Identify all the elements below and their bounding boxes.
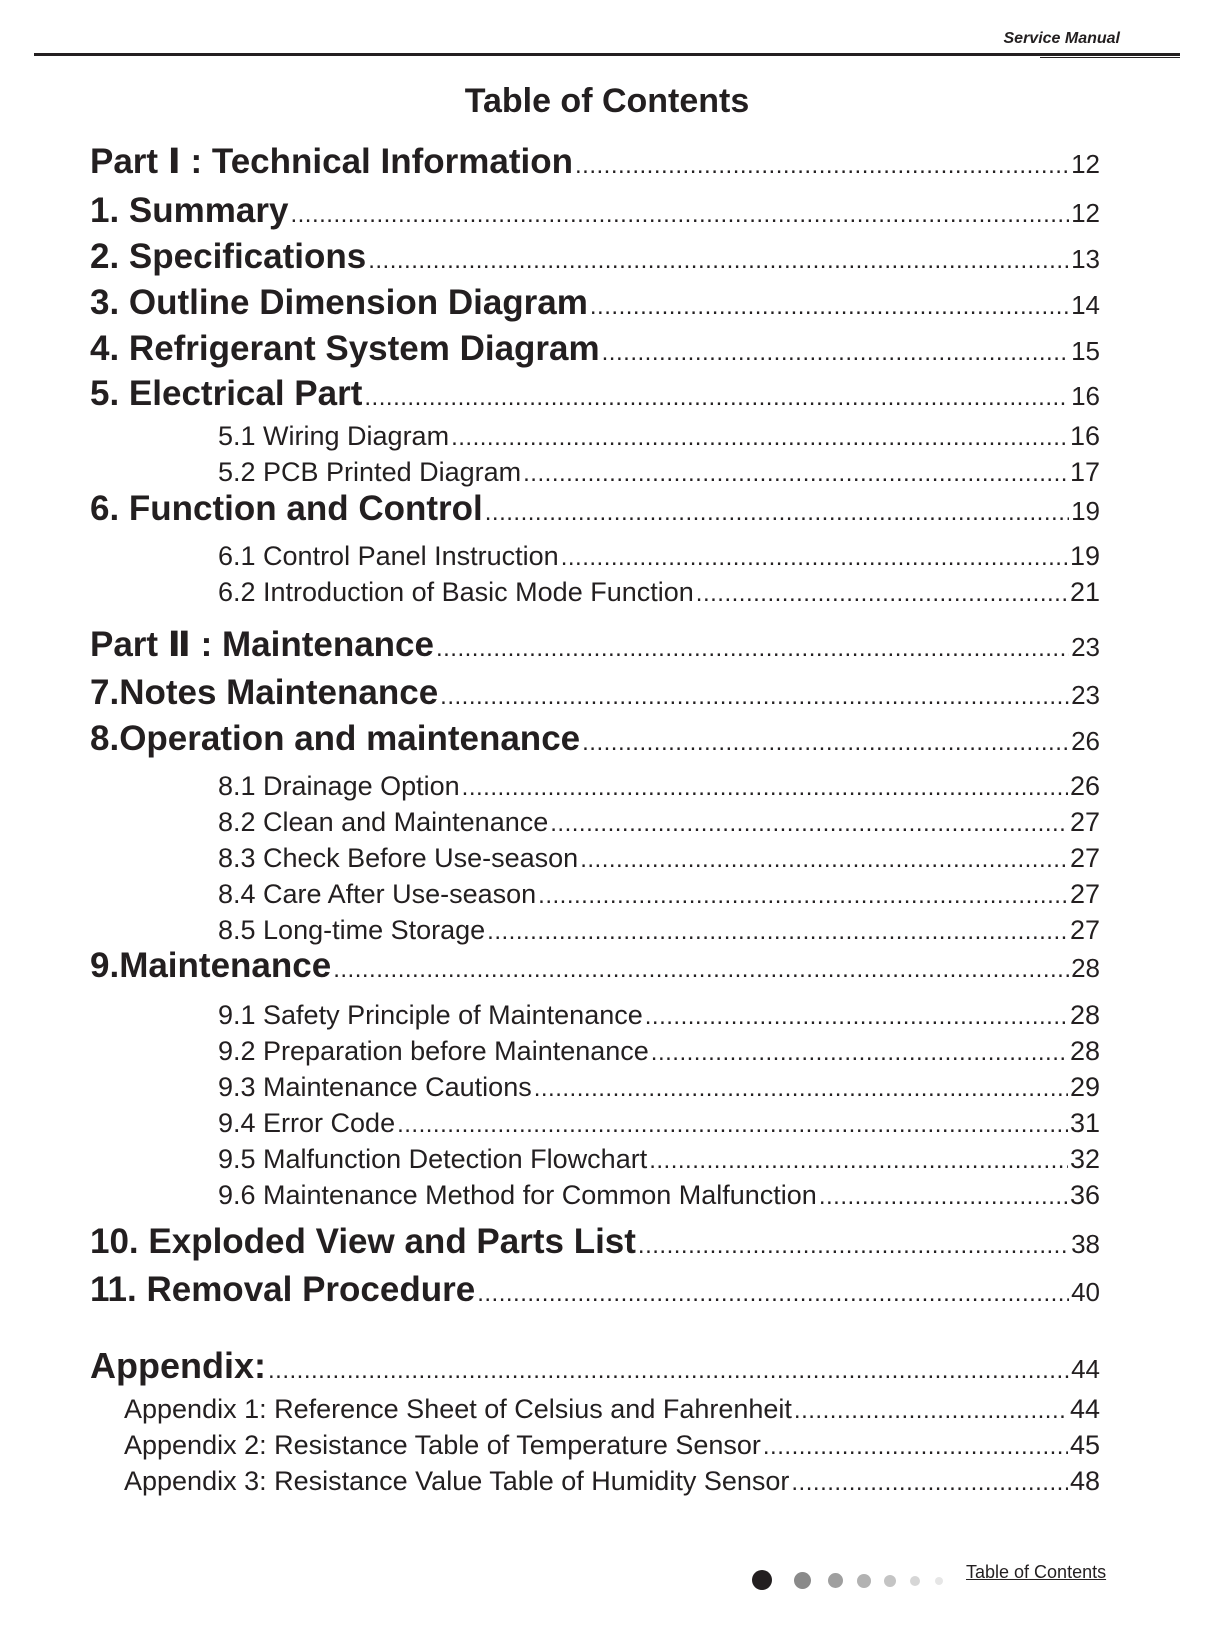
toc-entry-label: 9.4 Error Code [218,1108,396,1138]
toc-entry-page: 16 [1071,381,1100,411]
toc-entry-page: 27 [1069,879,1100,909]
footer-toc-link[interactable]: Table of Contents [966,1562,1107,1582]
toc-entry-page: 28 [1069,1000,1100,1030]
footer-dot-icon [910,1576,920,1586]
dot-leader [523,460,1068,488]
toc-entry-page: 12 [1071,149,1100,179]
toc-entry-page: 36 [1069,1180,1100,1210]
dot-leader [645,1003,1068,1031]
footer-dot-icon [857,1574,871,1588]
toc-entry-appendix-3[interactable] [124,1466,1100,1497]
footer-dot-icon [794,1572,811,1589]
dot-leader [550,810,1068,838]
dot-leader [333,956,1069,984]
dot-leader [575,152,1069,180]
toc-entry-label: 9.6 Maintenance Method for Common Malfunction [218,1180,817,1210]
footer-dot-icon [752,1570,772,1590]
toc-entry-page: 27 [1069,807,1100,837]
toc-entry-page: 45 [1069,1430,1100,1460]
toc-entry-label: 8.2 Clean and Maintenance [218,807,549,837]
toc-entry-page: 40 [1071,1277,1100,1307]
toc-entry-label: 9.3 Maintenance Cautions [218,1072,532,1102]
toc-entry-page: 14 [1071,290,1100,320]
toc-entry-part-2[interactable] [90,625,1100,665]
toc-entry-specifications[interactable] [90,237,1100,277]
dot-leader [638,1232,1069,1260]
toc-entry-maintenance-cautions[interactable] [218,1072,1100,1103]
toc-entry-label: 8.3 Check Before Use-season [218,843,579,873]
toc-entry-part-1[interactable] [90,142,1100,182]
dot-leader [451,424,1068,452]
footer-dot-icon [935,1577,943,1585]
toc-entry-page: 12 [1071,198,1100,228]
toc-entry-page: 48 [1069,1466,1100,1496]
toc-entry-outline-dimension-diagram[interactable] [90,283,1100,323]
dot-leader [602,339,1069,367]
toc-entry-page: 13 [1071,244,1100,274]
dot-leader [538,882,1068,910]
dot-leader [397,1111,1068,1139]
toc-entry-label: 2. Specifications [90,237,367,276]
toc-entry-label: 8.1 Drainage Option [218,771,460,801]
dot-leader [763,1433,1068,1461]
toc-entry-notes-maintenance[interactable] [90,673,1100,713]
toc-entry-label: 4. Refrigerant System Diagram [90,329,600,368]
dot-leader [368,247,1069,275]
toc-entry-long-time-storage[interactable] [218,915,1100,946]
toc-entry-label: Part Ⅱ : Maintenance [90,625,434,664]
toc-entry-appendix-2[interactable] [124,1430,1100,1461]
toc-entry-label: 6.1 Control Panel Instruction [218,541,559,571]
toc-entry-label: Appendix 3: Resistance Value Table of Humidity Sensor [124,1466,790,1496]
toc-entry-maintenance[interactable] [90,946,1100,986]
dot-leader [440,683,1069,711]
toc-entry-label: 7.Notes Maintenance [90,673,439,712]
toc-entry-function-and-control[interactable] [90,489,1100,529]
toc-entry-page: 26 [1069,771,1100,801]
dot-leader [487,918,1068,946]
toc-entry-control-panel-instruction[interactable] [218,541,1100,572]
toc-entry-label: 5. Electrical Part [90,374,363,413]
header-label: Service Manual [1003,30,1120,47]
toc-entry-page: 27 [1069,915,1100,945]
toc-entry-pcb-printed-diagram[interactable] [218,457,1100,488]
toc-entry-exploded-view[interactable] [90,1222,1100,1262]
dot-leader [268,1357,1069,1385]
toc-entry-page: 19 [1071,496,1100,526]
toc-entry-page: 23 [1071,632,1100,662]
dot-leader [582,729,1069,757]
toc-entry-label: 9.5 Malfunction Detection Flowchart [218,1144,648,1174]
dot-leader [485,499,1069,527]
toc-entry-page: 26 [1071,726,1100,756]
toc-entry-appendix-1[interactable] [124,1394,1100,1425]
toc-entry-page: 28 [1071,953,1100,983]
toc-entry-page: 16 [1069,421,1100,451]
toc-entry-appendix[interactable] [90,1345,1100,1387]
toc-entry-page: 44 [1069,1394,1100,1424]
toc-entry-basic-mode-function[interactable] [218,577,1100,608]
toc-entry-page: 19 [1069,541,1100,571]
toc-entry-label: 6.2 Introduction of Basic Mode Function [218,577,694,607]
dot-leader [651,1039,1068,1067]
toc-entry-label: 9.Maintenance [90,946,332,985]
toc-entry-drainage-option[interactable] [218,771,1100,802]
toc-entry-label: Appendix: [90,1345,266,1386]
toc-entry-common-malfunction-method[interactable] [218,1180,1100,1211]
toc-entry-page: 15 [1071,336,1100,366]
toc-entry-label: 8.4 Care After Use-season [218,879,537,909]
dot-leader [290,201,1069,229]
toc-entry-safety-principle[interactable] [218,1000,1100,1031]
dot-leader [590,293,1069,321]
toc-entry-label: 5.2 PCB Printed Diagram [218,457,522,487]
toc-entry-refrigerant-system-diagram[interactable] [90,329,1100,369]
toc-entry-label: 9.1 Safety Principle of Maintenance [218,1000,643,1030]
toc-entry-page: 17 [1069,457,1100,487]
dot-leader [436,635,1069,663]
toc-entry-electrical-part[interactable] [90,374,1100,414]
toc-entry-label: 5.1 Wiring Diagram [218,421,450,451]
toc-entry-removal-procedure[interactable] [90,1270,1100,1310]
toc-entry-error-code[interactable] [218,1108,1100,1139]
toc-entry-care-after-use-season[interactable] [218,879,1100,910]
toc-entry-page: 27 [1069,843,1100,873]
dot-leader [696,580,1068,608]
dot-leader [561,544,1068,572]
toc-entry-clean-and-maintenance[interactable] [218,807,1100,838]
footer-dot-icon [828,1573,843,1588]
toc-entry-label: Part Ⅰ : Technical Information [90,142,573,181]
dot-leader [364,384,1069,412]
dot-leader [534,1075,1068,1103]
dot-leader [794,1397,1068,1425]
dot-leader [580,846,1068,874]
toc-entry-label: Appendix 2: Resistance Table of Temperature Sensor [124,1430,761,1460]
toc-entry-page: 31 [1069,1108,1100,1138]
dot-leader [819,1183,1068,1211]
toc-entry-label: 11. Removal Procedure [90,1270,476,1309]
toc-entry-label: 1. Summary [90,191,289,230]
toc-entry-page: 32 [1069,1144,1100,1174]
toc-entry-check-before-use-season[interactable] [218,843,1100,874]
toc-entry-summary[interactable] [90,191,1100,231]
toc-entry-page: 21 [1069,577,1100,607]
toc-entry-label: Appendix 1: Reference Sheet of Celsius and Fahrenheit [124,1394,792,1424]
toc-entry-label: 8.Operation and maintenance [90,719,581,758]
toc-entry-page: 38 [1071,1229,1100,1259]
toc-entry-label: 10. Exploded View and Parts List [90,1222,636,1261]
dot-leader [791,1469,1068,1497]
toc-entry-label: 3. Outline Dimension Diagram [90,283,588,322]
toc-entry-page: 28 [1069,1036,1100,1066]
header-rule [34,53,1180,56]
toc-entry-operation-and-maintenance[interactable] [90,719,1100,759]
toc-entry-page: 23 [1071,680,1100,710]
toc-entry-label: 8.5 Long-time Storage [218,915,486,945]
toc-entry-preparation-before-maintenance[interactable] [218,1036,1100,1067]
toc-entry-wiring-diagram[interactable] [218,421,1100,452]
dot-leader [477,1280,1069,1308]
dot-leader [649,1147,1068,1175]
toc-entry-label: 9.2 Preparation before Maintenance [218,1036,649,1066]
toc-entry-label: 6. Function and Control [90,489,483,528]
header-rule-underline [1040,57,1180,58]
dot-leader [462,774,1068,802]
toc-entry-malfunction-detection-flowchart[interactable] [218,1144,1100,1175]
toc-entry-page: 29 [1069,1072,1100,1102]
footer-dot-icon [884,1575,896,1587]
toc-entry-page: 44 [1071,1354,1100,1384]
page-title: Table of Contents [464,82,750,120]
